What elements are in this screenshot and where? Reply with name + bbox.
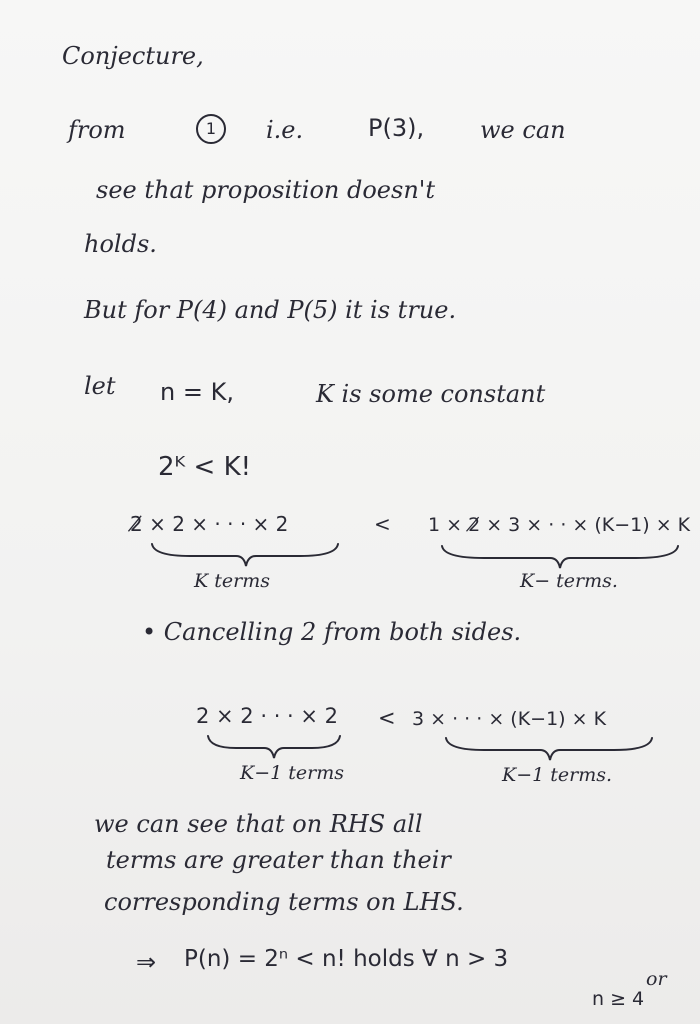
product-lhs-2: 2 × 2 · · · × 2 — [196, 704, 339, 728]
text-line8: terms are greater than their — [106, 846, 451, 874]
text-p3: P(3), — [368, 114, 425, 142]
product-rhs-1: 1 × 2̸ × 3 × · · × (K−1) × K — [428, 514, 691, 536]
underbrace-rhs-1 — [440, 542, 680, 570]
text-from: from — [68, 116, 126, 144]
conclusion-alternative: n ≥ 4 — [592, 988, 645, 1010]
text-but-for: But for P(4) and P(5) it is true. — [84, 296, 457, 324]
label-lhs-terms-1: K terms — [194, 570, 270, 592]
text-let: let — [84, 372, 116, 400]
text-line3: see that proposition doesn't — [96, 176, 436, 204]
text-k-is-constant: K is some constant — [316, 380, 546, 408]
underbrace-lhs-1 — [150, 540, 340, 568]
label-rhs-terms-2: K−1 terms. — [502, 764, 613, 786]
implies-arrow: ⇒ — [136, 948, 157, 976]
text-we-can: we can — [480, 116, 566, 144]
heading-conjecture: Conjecture, — [62, 42, 204, 70]
text-n-equals-k: n = K, — [160, 378, 234, 406]
text-ie: i.e. — [266, 116, 304, 144]
text-holds: holds. — [84, 230, 157, 258]
text-line9: corresponding terms on LHS. — [104, 888, 464, 916]
label-rhs-terms-1: K− terms. — [520, 570, 618, 592]
text-or: or — [646, 968, 667, 990]
less-than-2: < — [378, 706, 396, 730]
product-rhs-2: 3 × · · · × (K−1) × K — [412, 708, 607, 730]
underbrace-rhs-2 — [444, 734, 654, 762]
underbrace-lhs-2 — [206, 732, 342, 760]
conclusion-statement: P(n) = 2ⁿ < n! holds ∀ n > 3 — [184, 946, 509, 972]
text-cancelling: • Cancelling 2 from both sides. — [142, 618, 522, 646]
circled-number-one: 1 — [196, 114, 226, 144]
text-line7: we can see that on RHS all — [94, 810, 423, 838]
inequality-2k-less-kfactorial: 2ᴷ < K! — [158, 452, 252, 482]
less-than-1: < — [374, 512, 391, 536]
product-lhs-1: 2̸ × 2 × · · · × 2 — [130, 512, 289, 536]
label-lhs-terms-2: K−1 terms — [240, 762, 344, 784]
